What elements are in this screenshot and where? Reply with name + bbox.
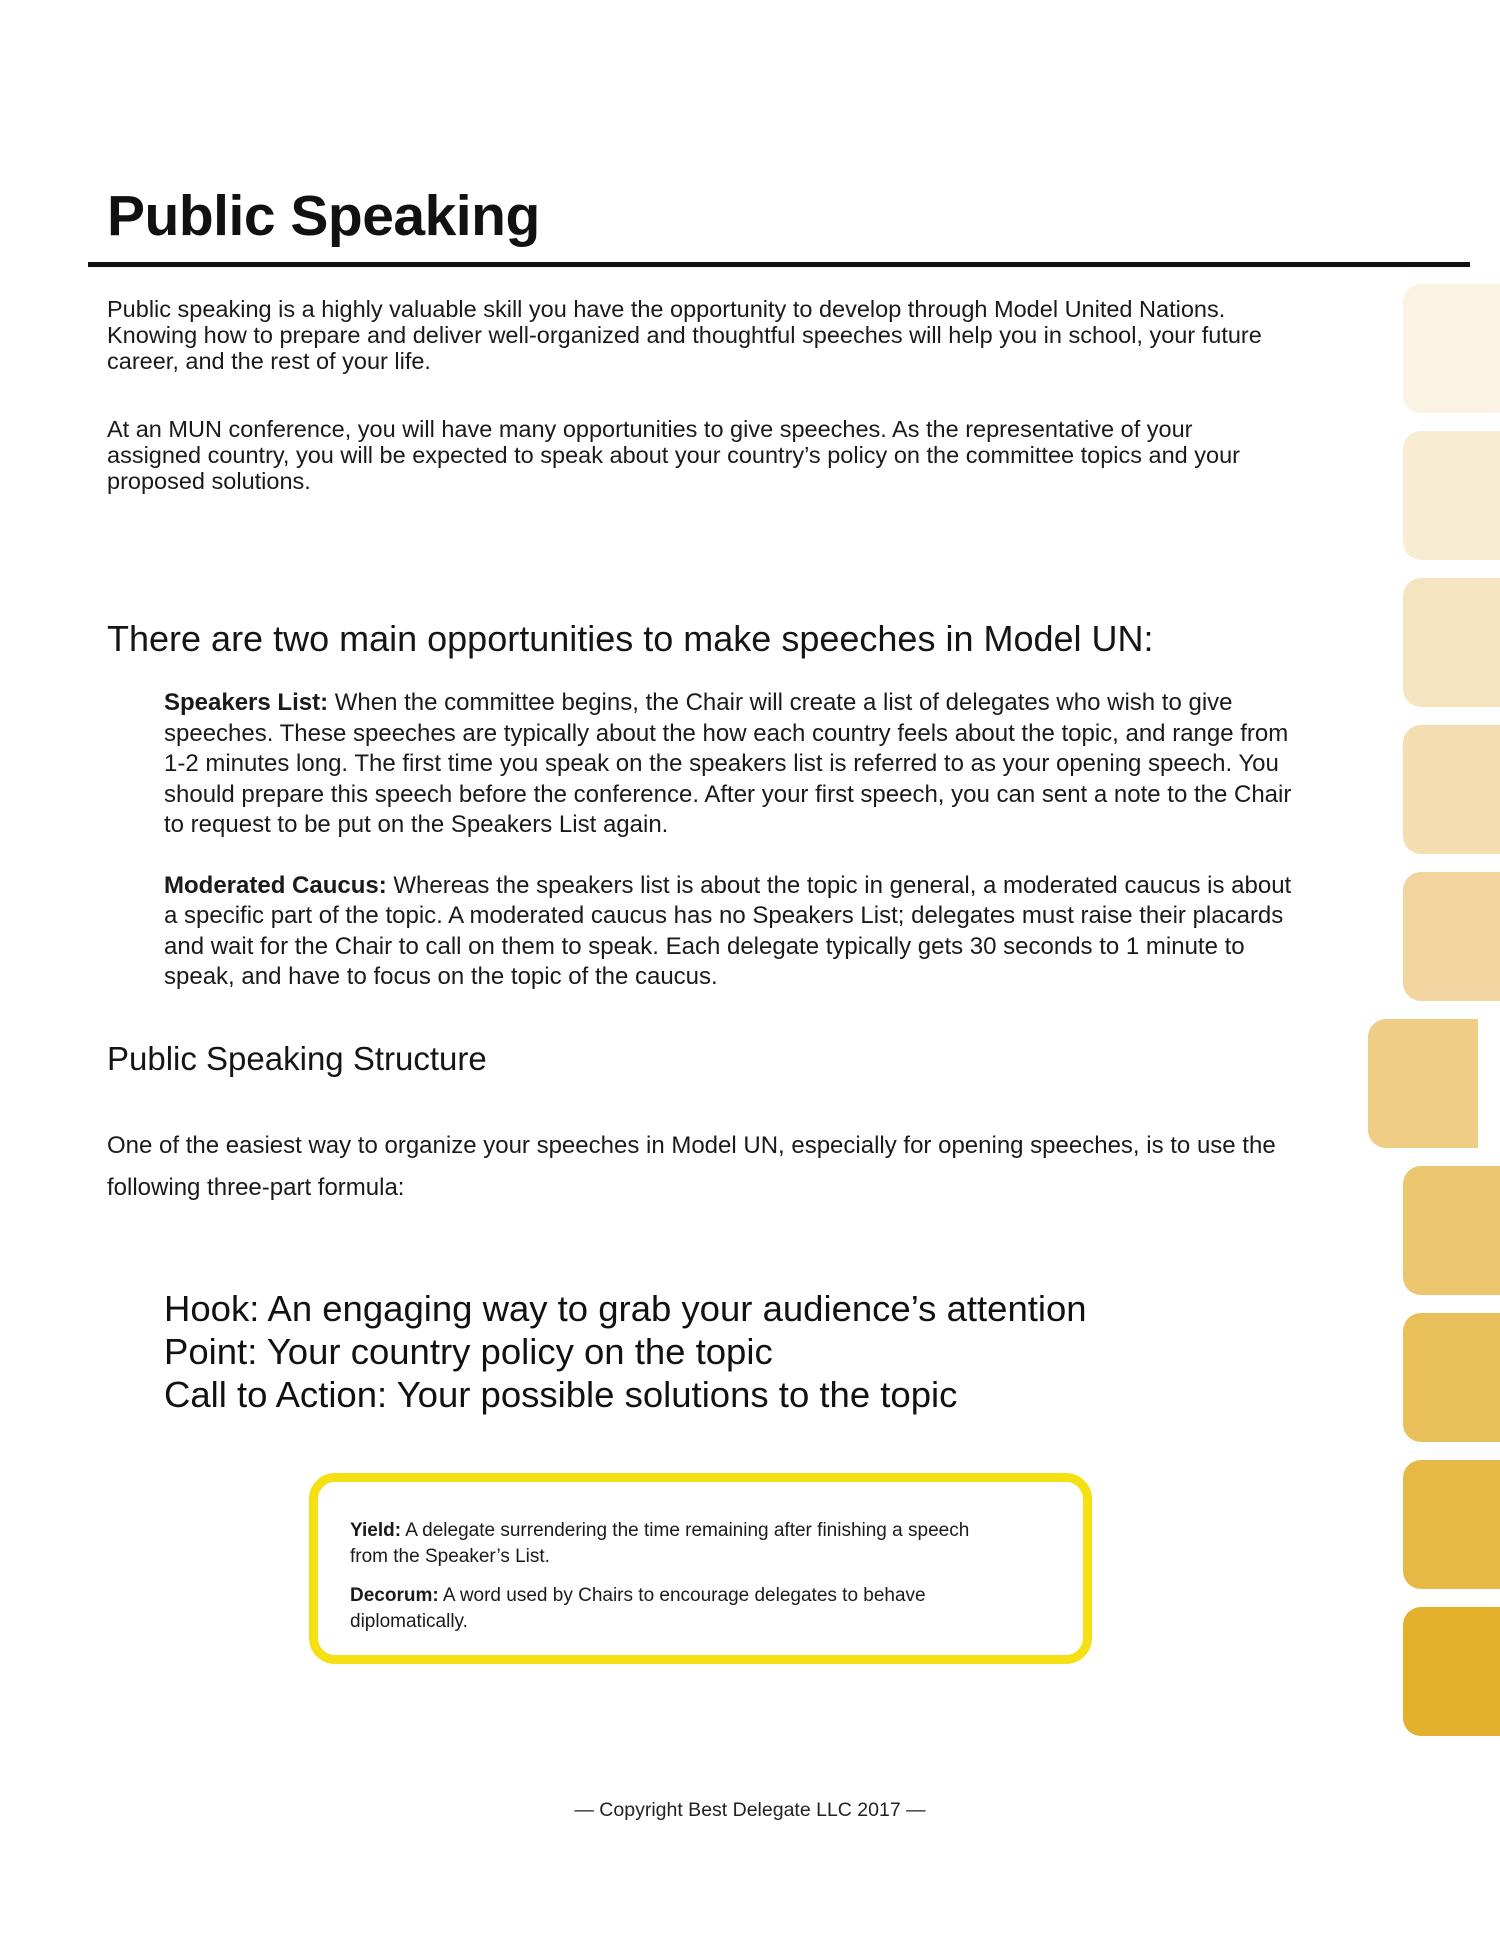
structure-intro: One of the easiest way to organize your speeches in Model UN, especially for opening speeches, is to use the following three-part formula: <box>107 1132 1276 1201</box>
page-title: Public Speaking <box>107 184 540 248</box>
formula-hook: Hook: An engaging way to grab your audience’s attention <box>164 1288 1087 1329</box>
glossary-entry-decorum <box>350 1583 1010 1635</box>
section-tab-active[interactable] <box>1368 1019 1478 1148</box>
section-tab[interactable] <box>1403 1607 1500 1736</box>
moderated-caucus-term: Moderated Caucus: <box>164 871 387 899</box>
opportunities-list <box>164 688 1304 1023</box>
section-tab[interactable] <box>1403 284 1500 413</box>
opportunities-heading: There are two main opportunities to make speeches in Model UN: <box>107 618 1154 659</box>
moderated-caucus-text: Whereas the speakers list is about the topic in general, a moderated caucus is about a specific part of the topic. A moderated caucus has no Speakers List; delegates must raise their placards and wait for the Chair to call on them to speak. Each delegate typically gets 30 seconds to 1 minute to speak, and have to focus on the topic of the caucus. <box>164 871 1292 990</box>
intro-section <box>107 296 1287 536</box>
speakers-list-item <box>164 688 1304 841</box>
section-tab[interactable] <box>1403 1313 1500 1442</box>
glossary-box <box>309 1473 1092 1664</box>
moderated-caucus-item <box>164 871 1304 993</box>
section-tab[interactable] <box>1403 431 1500 560</box>
glossary-definition: A word used by Chairs to encourage delegates to behave diplomatically. <box>350 1585 926 1632</box>
glossary-term: Yield: <box>350 1520 402 1541</box>
speakers-list-text: When the committee begins, the Chair will create a list of delegates who wish to give speeches. These speeches are typically about the how each country feels about the topic, and range from 1-2 minutes long. The first time you speak on the speakers list is referred to as your opening speech. You should prepare this speech before the conference. After your first speech, you can sent a note to the Chair to request to be put on the Speakers List again. <box>164 689 1292 838</box>
intro-paragraph: At an MUN conference, you will have many opportunities to give speeches. As the representative of your assigned country, you will be expected to speak about your country’s policy on the committee topics and your proposed solutions. <box>107 416 1240 494</box>
section-tab[interactable] <box>1403 725 1500 854</box>
section-tab[interactable] <box>1403 1460 1500 1589</box>
speakers-list-term: Speakers List: <box>164 689 329 716</box>
structure-heading: Public Speaking Structure <box>107 1040 487 1077</box>
section-tab[interactable] <box>1403 1166 1500 1295</box>
section-tab[interactable] <box>1403 578 1500 707</box>
three-part-formula <box>164 1287 1087 1416</box>
formula-call-to-action: Call to Action: Your possible solutions to the topic <box>164 1374 958 1415</box>
glossary-term: Decorum: <box>350 1585 439 1606</box>
section-tab[interactable] <box>1403 872 1500 1001</box>
glossary-entry-yield <box>350 1518 1010 1570</box>
glossary-definition: A delegate surrendering the time remaining after finishing a speech from the Speaker’s List. <box>350 1520 970 1567</box>
title-divider <box>88 262 1470 267</box>
intro-paragraph: Public speaking is a highly valuable skill you have the opportunity to develop through Model United Nations. Knowing how to prepare and deliver well-organized and thoughtful speeches will help you in school, your future career, and the rest of your life. <box>107 296 1262 374</box>
copyright-footer: — Copyright Best Delegate LLC 2017 — <box>574 1799 926 1821</box>
formula-point: Point: Your country policy on the topic <box>164 1331 773 1372</box>
